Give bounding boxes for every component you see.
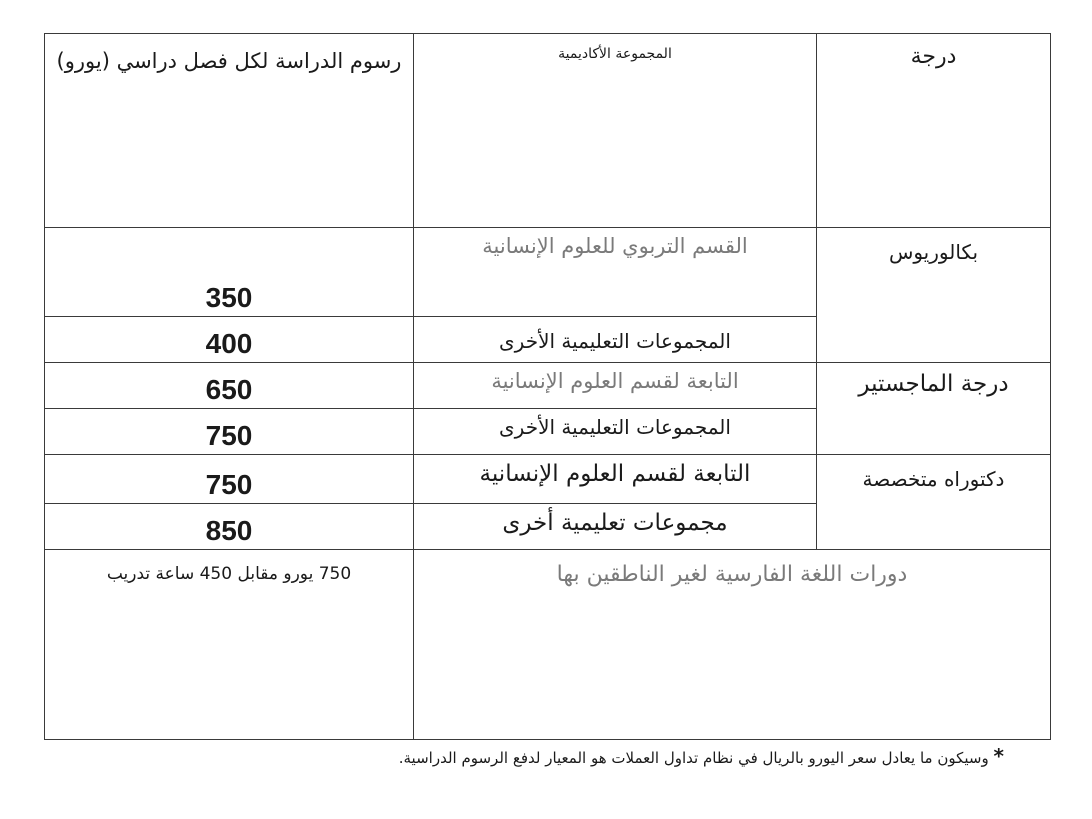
table-header-row [45, 34, 1051, 228]
fee-cell: 400 [45, 317, 414, 363]
group-cell: المجموعات التعليمية الأخرى [414, 317, 817, 363]
degree-cell-bachelor: بكالوريوس [817, 228, 1051, 363]
language-course-fee: 750 يورو مقابل 450 ساعة تدريب [45, 550, 414, 740]
tuition-fees-table [44, 33, 1051, 740]
group-cell: القسم التربوي للعلوم الإنسانية [414, 228, 817, 317]
table-row [45, 455, 1051, 504]
footnote [399, 744, 1004, 768]
header-academic-group: المجموعة الأكاديمية [414, 34, 817, 228]
group-cell: مجموعات تعليمية أخرى [414, 504, 817, 550]
fee-cell: 850 [45, 504, 414, 550]
footnote-marker: * [993, 744, 1004, 768]
fee-cell: 750 [45, 409, 414, 455]
fee-cell: 750 [45, 455, 414, 504]
footnote-text: وسيكون ما يعادل سعر اليورو بالريال في نظام تداول العملات هو المعيار لدفع الرسوم الدراسية. [398, 749, 989, 767]
language-course-label: دورات اللغة الفارسية لغير الناطقين بها [414, 550, 1051, 740]
group-cell: التابعة لقسم العلوم الإنسانية [414, 455, 817, 504]
header-fee: رسوم الدراسة لكل فصل دراسي (يورو) [45, 34, 414, 228]
group-cell: التابعة لقسم العلوم الإنسانية [414, 363, 817, 409]
table-row [45, 228, 1051, 317]
degree-cell-doctorate: دكتوراه متخصصة [817, 455, 1051, 550]
group-cell: المجموعات التعليمية الأخرى [414, 409, 817, 455]
degree-cell-master: درجة الماجستير [817, 363, 1051, 455]
header-degree: درجة [817, 34, 1051, 228]
language-course-row [45, 550, 1051, 740]
fee-cell: 650 [45, 363, 414, 409]
table-row [45, 363, 1051, 409]
fee-cell: 350 [45, 228, 414, 317]
